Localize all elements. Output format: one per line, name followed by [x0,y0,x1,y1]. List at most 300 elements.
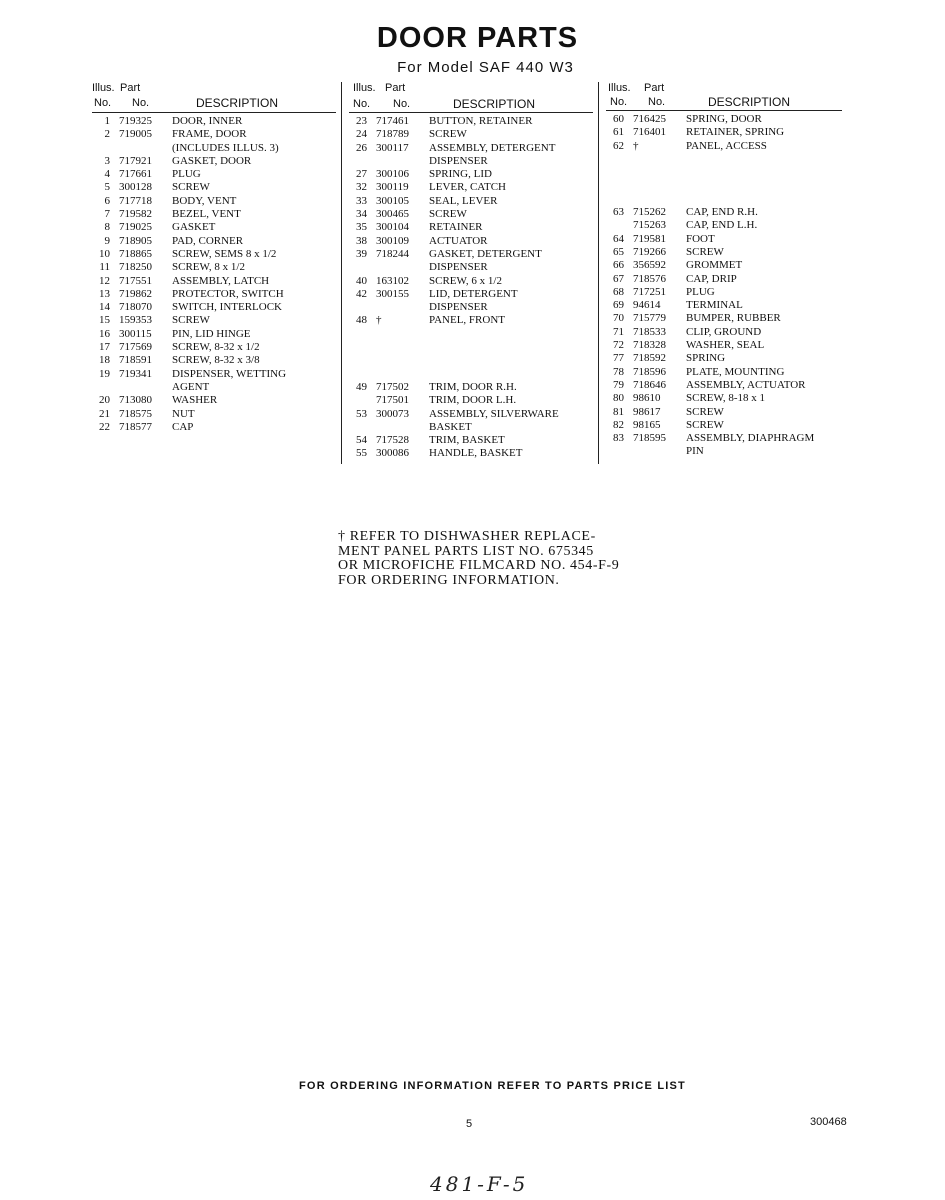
table-row [606,166,842,179]
part-number: 718070 [119,301,152,314]
part-number: 719025 [119,221,152,234]
illus-number: 78 [613,365,624,378]
parts-column-1 [92,80,336,434]
part-description: PLATE, MOUNTING [686,365,785,378]
part-number: 717718 [119,194,152,207]
part-description: ASSEMBLY, DETERGENT [429,141,556,154]
column-header [92,80,336,112]
table-row [349,434,593,447]
table-row [92,208,336,221]
illus-number: 79 [613,378,624,391]
column-divider-right [598,82,599,464]
part-description: BASKET [429,420,472,433]
part-description: SCREW, 6 x 1/2 [429,274,502,287]
part-number: 300104 [376,221,409,234]
illus-no-header: No. [94,97,112,109]
table-row [92,421,336,434]
table-row [92,328,336,341]
part-number: 159353 [119,314,152,327]
part-description: ACTUATOR [429,234,488,247]
illus-number: 81 [613,405,624,418]
table-row [92,128,336,141]
part-description: SCREW, 8-18 x 1 [686,392,766,405]
table-row [349,195,593,208]
part-number: 98610 [633,392,661,405]
illus-number: 4 [104,168,110,181]
illus-number: 68 [613,285,624,298]
part-description: TRIM, BASKET [429,434,505,447]
table-row [349,341,593,354]
part-number: 717461 [376,115,409,127]
part-number: 300465 [376,208,409,221]
table-row [92,354,336,367]
table-row [349,181,593,194]
part-description: ASSEMBLY, LATCH [172,274,270,287]
part-description: TRIM, DOOR R.H. [429,380,517,393]
part-number: 300086 [376,447,409,460]
part-number: 718591 [119,354,152,367]
part-description: SPRING, LID [429,168,492,181]
illus-number: 64 [613,232,624,245]
illus-number: 33 [356,194,367,207]
illus-number: 66 [613,259,624,272]
part-number: 98165 [633,418,661,431]
illus-number: 2 [104,128,110,141]
table-row [606,246,842,259]
part-number: 717661 [119,168,152,181]
illus-number: 12 [99,274,110,287]
table-row [606,366,842,379]
illus-number: 72 [613,339,624,352]
part-description: AGENT [172,380,210,393]
illus-number: 55 [356,447,367,460]
part-description: RETAINER, SPRING [686,126,785,139]
illus-number: 16 [99,327,110,340]
table-row [606,299,842,312]
illus-number: 67 [613,272,624,285]
table-row [349,314,593,327]
illus-number: 8 [104,221,110,234]
part-description: SCREW [429,128,467,141]
table-row [349,128,593,141]
part-description: ASSEMBLY, ACTUATOR [686,378,806,391]
part-number: 718577 [119,420,152,433]
illus-number: 22 [99,420,110,433]
illus-number: 70 [613,312,624,325]
part-description: SCREW [686,418,724,431]
part-number: 300128 [119,181,152,194]
part-description: SCREW [686,405,724,418]
illus-number: 63 [613,206,624,219]
illus-number: 42 [356,287,367,300]
part-description: PIN [686,445,704,458]
part-description: SCREW [429,208,467,221]
part-number: 300105 [376,194,409,207]
part-number: 717501 [376,394,409,407]
part-number: 718789 [376,128,409,141]
part-number: 718576 [633,272,666,285]
illus-number: 80 [613,392,624,405]
illus-number: 60 [613,113,624,125]
description-header: DESCRIPTION [196,96,279,110]
illus-number: 10 [99,247,110,260]
illus-number: 39 [356,247,367,260]
table-row [349,381,593,394]
part-number: 300117 [376,141,409,154]
parts-rows [349,115,593,461]
table-row [92,221,336,234]
illus-number: 40 [356,274,367,287]
part-number: 718592 [633,352,666,365]
illus-number: 5 [104,181,110,194]
illus-number: 48 [356,314,367,327]
illus-number: 49 [356,380,367,393]
page-number: 5 [466,1118,473,1130]
part-header-top: Part [644,82,665,94]
illus-number: 71 [613,325,624,338]
illus-number: 6 [104,194,110,207]
part-number: 717502 [376,380,409,393]
table-row [349,261,593,274]
page-title: DOOR PARTS [376,22,579,54]
table-row [92,314,336,327]
part-number: 300115 [119,327,152,340]
table-row [606,392,842,405]
part-description: CAP [172,420,194,433]
illus-number: 7 [104,208,110,221]
part-number: 719266 [633,245,666,258]
part-description: CLIP, GROUND [686,325,762,338]
footnote-line: MENT PANEL PARTS LIST NO. 675345 [338,543,594,559]
part-number: 717251 [633,285,666,298]
part-number: 94614 [633,299,661,312]
part-description: SCREW, 8 x 1/2 [172,261,245,274]
table-row [92,408,336,421]
part-description: SCREW [172,181,210,194]
part-number: 719325 [119,115,152,127]
table-row [349,394,593,407]
part-description: GROMMET [686,259,743,272]
illus-number: 61 [613,126,624,139]
table-row [606,352,842,365]
column-divider-left [341,82,342,464]
part-number: 715262 [633,206,666,219]
part-description: SCREW [686,245,724,258]
part-number: 715779 [633,312,666,325]
table-row [349,221,593,234]
illus-number: 19 [99,367,110,380]
table-row [606,206,842,219]
illus-number: 24 [356,128,367,141]
illus-number: 77 [613,352,624,365]
table-row [349,301,593,314]
parts-rows [606,113,842,459]
part-number: 356592 [633,259,666,272]
part-number: 300155 [376,287,409,300]
table-row [349,248,593,261]
part-number: † [633,139,639,152]
table-row [349,168,593,181]
part-description: DISPENSER, WETTING [172,367,287,380]
part-description: SCREW [172,314,210,327]
table-row [606,406,842,419]
part-description: WASHER, SEAL [686,339,765,352]
part-description: DISPENSER [429,301,488,314]
illus-number: 65 [613,245,624,258]
part-number: 718596 [633,365,666,378]
part-number: 717528 [376,434,409,447]
illus-number: 34 [356,208,367,221]
table-row [349,288,593,301]
part-number: † [376,314,382,327]
part-description: LEVER, CATCH [429,181,506,194]
table-row [92,181,336,194]
table-row [349,354,593,367]
part-description: SCREW, 8-32 x 3/8 [172,354,260,367]
table-row [92,288,336,301]
column-header [349,80,593,112]
part-number: 718250 [119,261,152,274]
part-number: 717551 [119,274,152,287]
part-description: BODY, VENT [172,194,237,207]
part-number: 98617 [633,405,661,418]
part-number: 719582 [119,208,152,221]
part-description: PROTECTOR, SWITCH [172,287,284,300]
part-description: CAP, END L.H. [686,219,758,232]
illus-number: 35 [356,221,367,234]
table-row [606,140,842,153]
table-row [92,115,336,128]
illus-number: 17 [99,341,110,354]
table-row [92,195,336,208]
part-number: 300106 [376,168,409,181]
illus-number: 53 [356,407,367,420]
table-row [92,155,336,168]
part-description: BUTTON, RETAINER [429,115,533,127]
table-row [349,421,593,434]
table-row [606,179,842,192]
illus-header-top: Illus. [353,82,376,94]
part-description: (INCLUDES ILLUS. 3) [172,141,279,154]
part-description: GASKET [172,221,216,234]
footnote-line: OR MICROFICHE FILMCARD NO. 454-F-9 [338,558,620,573]
part-number: 300109 [376,234,409,247]
illus-number: 32 [356,181,367,194]
part-number: 717569 [119,341,152,354]
table-row [349,368,593,381]
table-row [606,312,842,325]
table-row [606,259,842,272]
ordering-footer: FOR ORDERING INFORMATION REFER TO PARTS PRICE LIST [299,1080,686,1092]
illus-number: 1 [104,115,110,127]
table-row [349,115,593,128]
part-description: GASKET, DOOR [172,154,252,167]
part-description: ASSEMBLY, SILVERWARE [429,407,559,420]
illus-number: 54 [356,434,367,447]
illus-number: 9 [104,234,110,247]
part-number: 718533 [633,325,666,338]
part-description: SWITCH, INTERLOCK [172,301,282,314]
illus-number: 11 [99,261,110,274]
table-row [606,153,842,166]
illus-no-header: No. [353,98,371,110]
part-number: 718905 [119,234,152,247]
table-row [349,208,593,221]
illus-number: 27 [356,168,367,181]
parts-column-2 [349,80,593,461]
table-row [606,286,842,299]
part-description: BEZEL, VENT [172,208,241,221]
table-row [606,233,842,246]
table-row [349,328,593,341]
footnote-line: FOR ORDERING INFORMATION. [338,572,560,588]
table-row [606,432,842,445]
part-header-top: Part [385,82,406,94]
table-row [606,339,842,352]
part-description: PANEL, FRONT [429,314,505,327]
part-description: TRIM, DOOR L.H. [429,394,517,407]
part-description: DISPENSER [429,261,488,274]
part-number: 715263 [633,219,666,232]
table-row [92,261,336,274]
part-description: FOOT [686,232,715,245]
part-description: RETAINER [429,221,483,234]
part-number: 716401 [633,126,666,139]
illus-number: 23 [356,115,367,127]
illus-number: 15 [99,314,110,327]
dagger-footnote [338,530,638,588]
table-row [606,326,842,339]
part-number: 718865 [119,247,152,260]
handwritten-annotation: 481-F-5 [430,1172,529,1196]
part-description: CAP, END R.H. [686,206,758,219]
part-description: PLUG [686,285,715,298]
table-row [349,142,593,155]
part-description: SPRING [686,352,726,365]
table-row [92,341,336,354]
illus-number: 3 [104,154,110,167]
model-subtitle: For Model SAF 440 W3 [397,59,574,76]
table-row [92,248,336,261]
part-number: 719862 [119,287,152,300]
illus-number: 13 [99,287,110,300]
table-row [606,379,842,392]
part-description: LID, DETERGENT [429,287,518,300]
illus-number: 82 [613,418,624,431]
part-description: CAP, DRIP [686,272,737,285]
table-row [606,126,842,139]
part-number: 718595 [633,432,666,445]
table-row [92,301,336,314]
table-row [92,381,336,394]
part-description: GASKET, DETERGENT [429,247,542,260]
part-description: SEAL, LEVER [429,194,498,207]
part-number: 719341 [119,367,152,380]
part-description: PAD, CORNER [172,234,244,247]
table-row [92,168,336,181]
table-row [349,275,593,288]
parts-column-3 [606,80,842,459]
illus-number: 69 [613,299,624,312]
part-no-header: No. [393,98,411,110]
part-number: 716425 [633,113,666,125]
document-number: 300468 [810,1116,847,1128]
illus-number: 26 [356,141,367,154]
part-description: WASHER [172,394,218,407]
part-number: 719005 [119,128,152,141]
table-row [349,447,593,460]
part-description: ASSEMBLY, DIAPHRAGM [686,432,815,445]
part-description: PLUG [172,168,201,181]
part-no-header: No. [132,97,150,109]
illus-number: 62 [613,139,624,152]
table-row [92,368,336,381]
part-description: HANDLE, BASKET [429,447,523,460]
illus-number: 38 [356,234,367,247]
table-row [349,155,593,168]
illus-number: 20 [99,394,110,407]
illus-no-header: No. [610,96,628,108]
table-row [606,419,842,432]
part-number: 718575 [119,407,152,420]
part-number: 718244 [376,247,409,260]
illus-number: 21 [99,407,110,420]
table-row [92,235,336,248]
part-number: 163102 [376,274,409,287]
part-description: FRAME, DOOR [172,128,247,141]
part-description: NUT [172,407,195,420]
illus-number: 83 [613,432,624,445]
footnote-line: † REFER TO DISHWASHER REPLACE- [338,529,596,544]
table-row [92,275,336,288]
table-row [349,235,593,248]
table-row [606,193,842,206]
part-description: DISPENSER [429,154,488,167]
header-rule [349,112,593,113]
table-row [606,219,842,232]
part-number: 300073 [376,407,409,420]
illus-number: 14 [99,301,110,314]
illus-header-top: Illus. [608,82,631,94]
part-description: PIN, LID HINGE [172,327,251,340]
part-number: 718328 [633,339,666,352]
part-description: SPRING, DOOR [686,113,762,125]
illus-number: 18 [99,354,110,367]
table-row [606,445,842,458]
part-description: SCREW, SEMS 8 x 1/2 [172,247,277,260]
part-description: PANEL, ACCESS [686,139,767,152]
table-row [606,113,842,126]
part-number: 718646 [633,378,666,391]
part-description: DOOR, INNER [172,115,243,127]
part-number: 717921 [119,154,152,167]
part-header-top: Part [120,82,141,94]
part-number: 300119 [376,181,409,194]
table-row [92,142,336,155]
part-description: TERMINAL [686,299,743,312]
table-row [349,408,593,421]
part-no-header: No. [648,96,666,108]
parts-rows [92,115,336,434]
part-description: SCREW, 8-32 x 1/2 [172,341,260,354]
column-header [606,80,842,112]
part-number: 713080 [119,394,152,407]
part-number: 719581 [633,232,666,245]
table-row [606,273,842,286]
description-header: DESCRIPTION [708,95,791,109]
table-row [92,394,336,407]
description-header: DESCRIPTION [453,97,536,111]
